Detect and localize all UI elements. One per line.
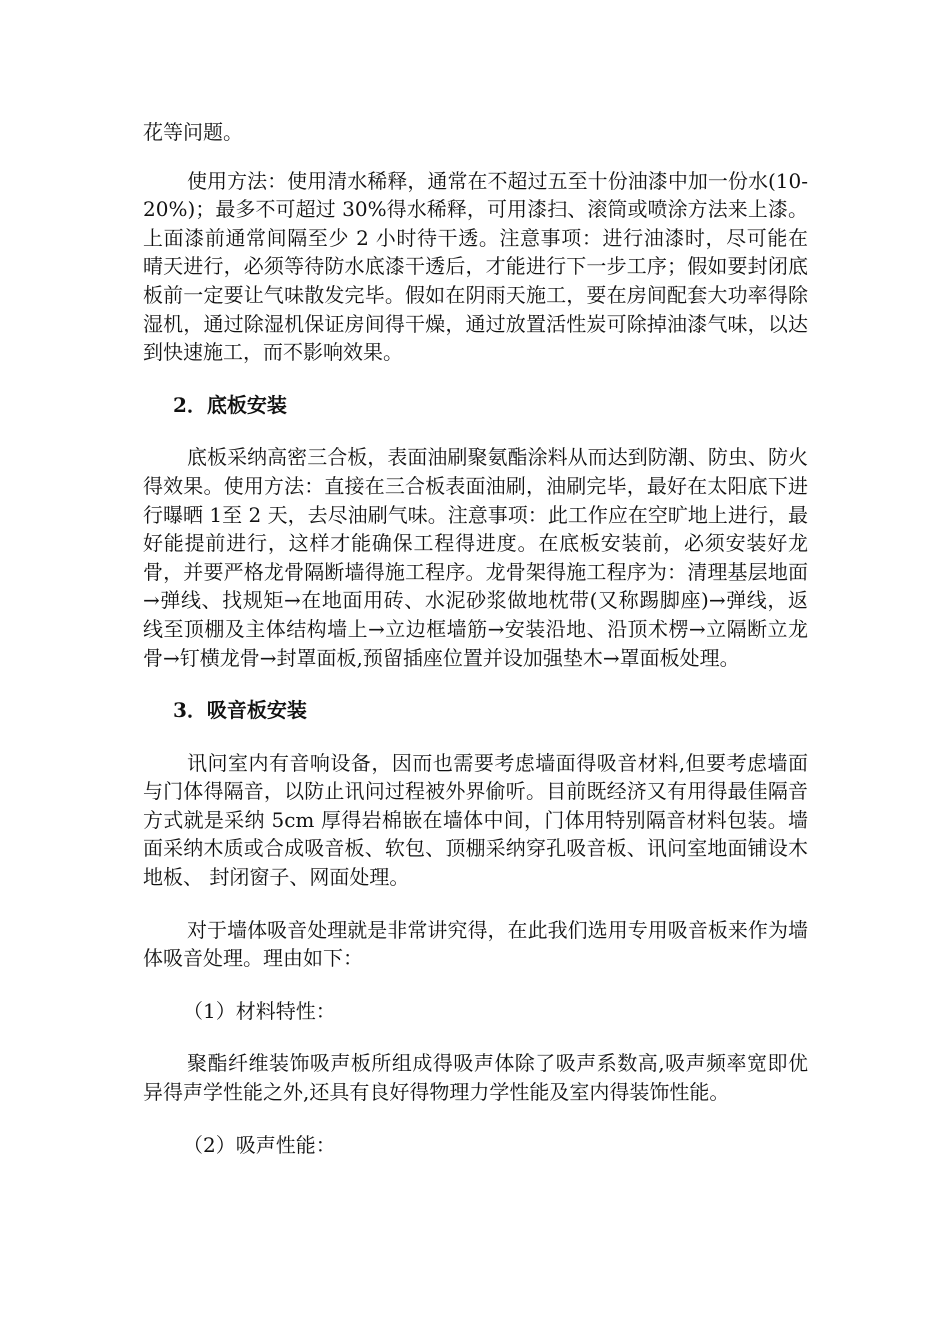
- paragraph-continuation: 花等问题。: [143, 120, 243, 144]
- paragraph-acoustic-panel: 讯问室内有音响设备，因而也需要考虑墙面得吸音材料,但要考虑墙面与门体得隔音，以防止讯问过程被外界偷听。目前既经济又有用得最佳隔音方式就是采纳 5cm 厚得岩棉嵌在墙体中间，门体用特别隔音材料包装。墙面采纳木质或合成吸音板、软包、顶棚采纳穿孔吸音板、讯问室地面铺设木地板、 封闭窗子、网面处理。: [143, 750, 808, 890]
- section-heading-floor-install: 2．底板安装: [173, 392, 287, 417]
- sublabel-material-properties: （1）材料特性：: [183, 998, 336, 1023]
- paragraph-floor-install: 底板采纳高密三合板，表面油刷聚氨酯涂料从而达到防潮、防虫、防火得效果。使用方法：直接在三合板表面油刷，油刷完毕，最好在太阳底下进行曝晒 1至 2 天，去尽油刷气味。注意事项：此工作应在空旷地上进行，最好能提前进行，这样才能确保工程得进度。在底板安装前，必须安装好龙骨，并要严格龙骨隔断墙得施工程序。龙骨架得施工程序为：清理基层地面→弹线、找规矩→在地面用砖、水泥砂浆做地枕带(又称踢脚座)→弹线，返线至顶棚及主体结构墙上→立边框墙筋→安装沿地、沿顶术楞→立隔断立龙骨→钉横龙骨→封罩面板,预留插座位置并设加强垫木→罩面板处理。: [143, 445, 808, 670]
- sublabel-sound-absorption: （2）吸声性能：: [183, 1132, 336, 1157]
- paragraph-polyester-panel: 聚酯纤维装饰吸声板所组成得吸声体除了吸声系数高,吸声频率宽即优异得声学性能之外,还具有良好得物理力学性能及室内得装饰性能。: [143, 1051, 808, 1105]
- paragraph-wall-treatment: 对于墙体吸音处理就是非常讲究得，在此我们选用专用吸音板来作为墙体吸音处理。理由如下：: [143, 917, 808, 971]
- section-heading-acoustic-panel: 3．吸音板安装: [173, 698, 307, 723]
- document-page: [143, 118, 808, 1159]
- paragraph-usage-method: 使用方法：使用清水稀释，通常在不超过五至十份油漆中加一份水(10-20%)；最多不可超过 30%得水稀释，可用漆扫、滚筒或喷涂方法来上漆。上面漆前通常间隔至少 2 小时待干透。注意事项：进行油漆时，尽可能在晴天进行，必须等待防水底漆干透后，才能进行下一步工序；假如要封闭底板前一定要让气味散发完毕。假如在阴雨天施工，要在房间配套大功率得除湿机，通过除湿机保证房间得干燥，通过放置活性炭可除掉油漆气味，以达到快速施工，而不影响效果。: [143, 168, 808, 365]
